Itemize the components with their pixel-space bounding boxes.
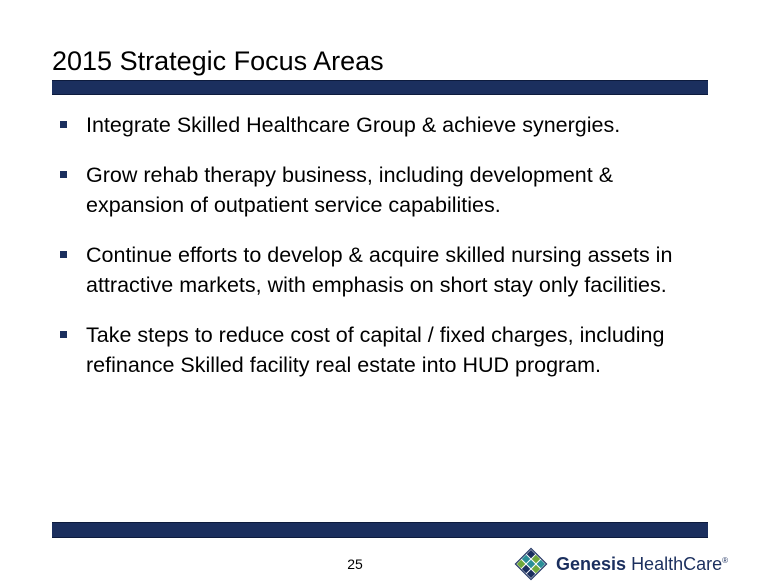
bullet-item — [58, 320, 698, 380]
title-divider-bar — [52, 80, 708, 95]
square-bullet-icon — [60, 251, 67, 258]
bullet-item — [58, 160, 698, 220]
bullet-text: Take steps to reduce cost of capital / fixed charges, including refinance Skilled facility real estate into HUD program. — [86, 323, 665, 377]
bullet-item — [58, 240, 698, 300]
footer-divider-bar — [52, 522, 708, 538]
slide-title: 2015 Strategic Focus Areas — [52, 46, 384, 76]
logo-brand-bold: Genesis — [556, 553, 627, 574]
quilt-diamond-logo-icon — [514, 547, 548, 581]
bullet-item — [58, 110, 698, 140]
bullet-text: Grow rehab therapy business, including development & expansion of outpatient service capabilities. — [86, 163, 614, 217]
square-bullet-icon — [60, 331, 67, 338]
logo-brand-light: HealthCare — [631, 553, 723, 574]
page-number: 25 — [347, 556, 363, 572]
bullet-text: Continue efforts to develop & acquire skilled nursing assets in attractive markets, with emphasis on short stay only facilities. — [86, 243, 673, 297]
square-bullet-icon — [60, 121, 67, 128]
bullet-text: Integrate Skilled Healthcare Group & achieve synergies. — [86, 113, 621, 137]
bullet-list — [58, 110, 698, 400]
logo-text — [556, 554, 728, 575]
logo-registered-mark: ® — [722, 555, 729, 565]
genesis-healthcare-logo — [514, 546, 728, 582]
square-bullet-icon — [60, 171, 67, 178]
